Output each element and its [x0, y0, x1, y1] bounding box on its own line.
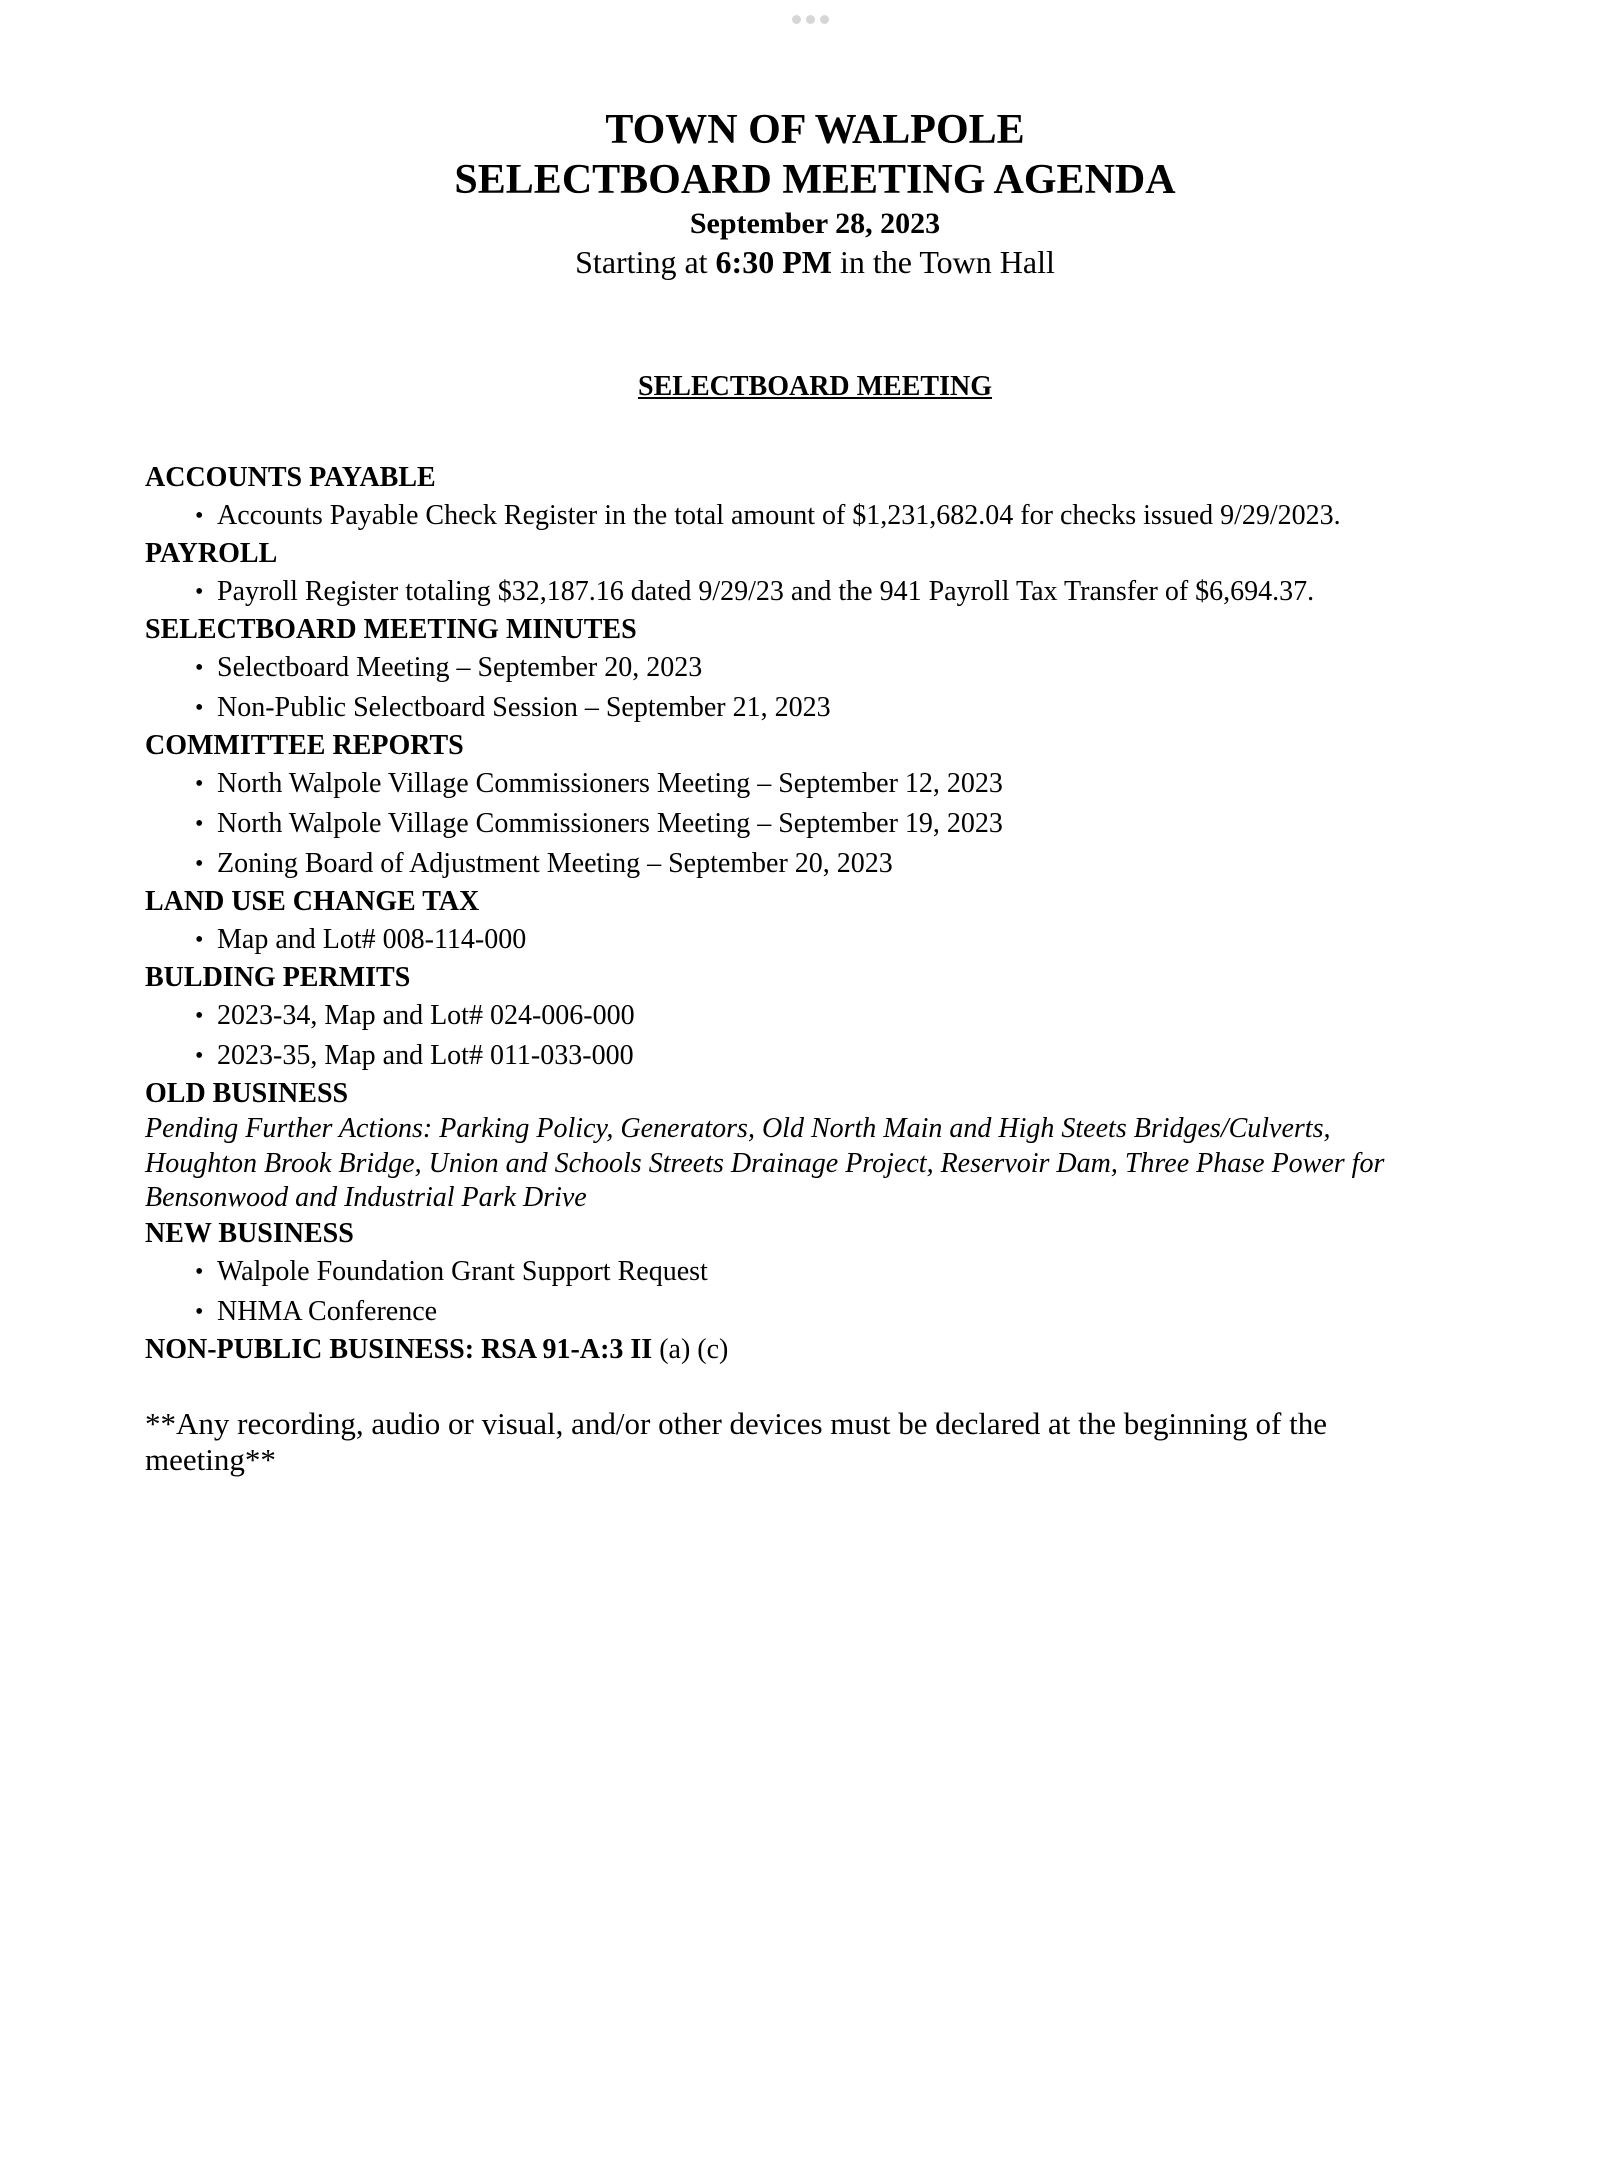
dot — [806, 15, 815, 24]
bullet-icon: • — [195, 1003, 204, 1029]
bullet-icon: • — [195, 1298, 204, 1325]
bullet-icon: • — [195, 851, 204, 877]
old-business-line: Pending Further Actions: Parking Policy, Generators, Old North Main and High Steets Bridges/Culverts, — [145, 1113, 1331, 1144]
old-business-text — [145, 1112, 1485, 1216]
agenda-body — [145, 460, 1485, 1478]
list-item: • Walpole Foundation Grant Support Request — [195, 1252, 1485, 1292]
heading-new-business: NEW BUSINESS — [145, 1217, 354, 1249]
heading-accounts-payable: ACCOUNTS PAYABLE — [145, 462, 436, 493]
heading-old-business: OLD BUSINESS — [145, 1078, 349, 1109]
dot — [792, 15, 801, 24]
non-public-heading: NON-PUBLIC BUSINESS: RSA 91-A:3 II — [145, 1333, 653, 1365]
start-time: 6:30 PM — [715, 244, 832, 280]
list-item: • North Walpole Village Commissioners Meeting – September 19, 2023 — [195, 804, 1485, 844]
list-item: • Non-Public Selectboard Session – September 21, 2023 — [195, 688, 1485, 728]
building-permits-list — [145, 996, 1485, 1076]
meeting-start — [145, 243, 1485, 281]
payroll-list — [145, 572, 1485, 612]
land-use-list — [145, 920, 1485, 960]
bullet-icon: • — [195, 695, 204, 721]
heading-payroll: PAYROLL — [145, 538, 278, 569]
bullet-icon: • — [195, 927, 204, 953]
document-header — [145, 105, 1485, 281]
agenda-document — [145, 105, 1485, 1478]
bullet-icon: • — [195, 579, 204, 605]
start-prefix: Starting at — [575, 244, 716, 280]
page-indicator-dots — [0, 15, 1620, 24]
recording-notice-line: **Any recording, audio or visual, and/or other devices must be declared at the beginning of the — [145, 1405, 1327, 1441]
list-item: • Payroll Register totaling $32,187.16 dated 9/29/23 and the 941 Payroll Tax Transfer of $6,694.37. — [195, 572, 1485, 612]
list-item: • 2023-34, Map and Lot# 024-006-000 — [195, 996, 1485, 1036]
town-name: TOWN OF WALPOLE — [605, 107, 1025, 153]
list-item: • Zoning Board of Adjustment Meeting – September 20, 2023 — [195, 844, 1485, 884]
bullet-icon: • — [195, 655, 204, 681]
bullet-icon: • — [195, 1043, 204, 1069]
minutes-list — [145, 648, 1485, 728]
old-business-line: Houghton Brook Bridge, Union and Schools Streets Drainage Project, Reservoir Dam, Three Phase Power for — [145, 1147, 1385, 1179]
old-business-line: Bensonwood and Industrial Park Drive — [145, 1182, 587, 1213]
non-public-suffix: (a) (c) — [652, 1333, 729, 1365]
non-public-business — [145, 1332, 1485, 1368]
heading-building-permits: BULDING PERMITS — [145, 962, 411, 993]
recording-notice — [145, 1406, 1485, 1478]
committee-reports-list — [145, 764, 1485, 884]
bullet-icon: • — [195, 771, 204, 797]
list-item: • Selectboard Meeting – September 20, 2023 — [195, 648, 1485, 688]
start-suffix: in the Town Hall — [831, 244, 1055, 280]
heading-land-use: LAND USE CHANGE TAX — [145, 886, 480, 917]
bullet-icon: • — [195, 811, 204, 837]
section-title: SELECTBOARD MEETING — [638, 371, 992, 402]
list-item: • Map and Lot# 008-114-000 — [195, 920, 1485, 960]
list-item: • North Walpole Village Commissioners Meeting – September 12, 2023 — [195, 764, 1485, 804]
dot — [820, 15, 829, 24]
heading-committee-reports: COMMITTEE REPORTS — [145, 730, 464, 761]
meeting-date: September 28, 2023 — [689, 207, 941, 240]
recording-notice-line: meeting** — [145, 1441, 276, 1477]
list-item: • 2023-35, Map and Lot# 011-033-000 — [195, 1036, 1485, 1076]
new-business-list — [145, 1252, 1485, 1332]
accounts-payable-list — [145, 496, 1485, 536]
bullet-icon: • — [195, 1258, 204, 1285]
document-title: SELECTBOARD MEETING AGENDA — [454, 157, 1176, 203]
list-item: • Accounts Payable Check Register in the total amount of $1,231,682.04 for checks issued 9/29/2023. — [195, 496, 1485, 536]
bullet-icon: • — [195, 503, 204, 529]
list-item: • NHMA Conference — [195, 1292, 1485, 1332]
heading-minutes: SELECTBOARD MEETING MINUTES — [145, 614, 637, 645]
